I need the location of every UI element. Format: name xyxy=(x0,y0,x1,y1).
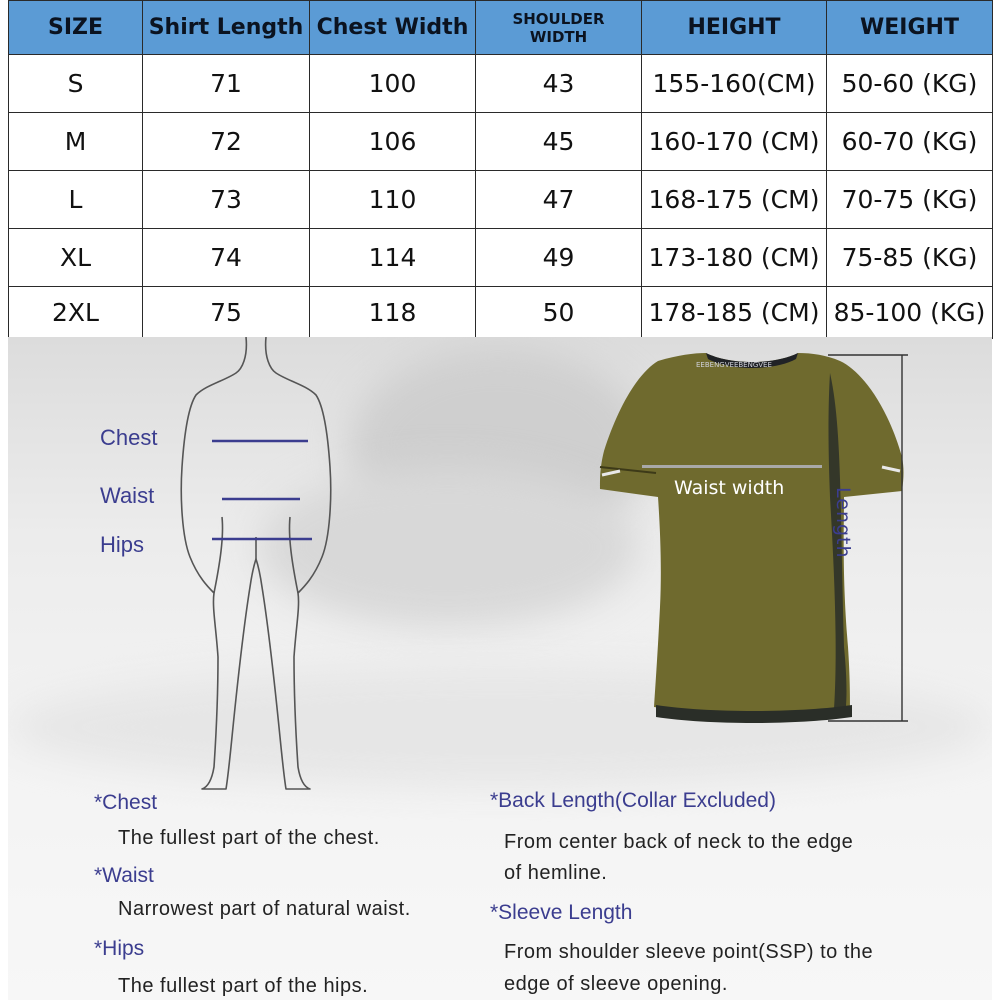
size-chart-table xyxy=(8,0,993,339)
header-size: SIZE xyxy=(9,1,143,55)
cell-size: L xyxy=(9,171,143,229)
cell-height: 155-160(CM) xyxy=(642,55,827,113)
sleeve-length-text-line2: edge of sleeve opening. xyxy=(504,973,728,995)
cell-shirt-length: 73 xyxy=(143,171,310,229)
hips-definition-title: *Hips xyxy=(94,937,145,960)
cell-chest-width: 100 xyxy=(310,55,476,113)
cell-shirt-length: 75 xyxy=(143,287,310,339)
waist-width-line xyxy=(642,465,822,468)
cell-shoulder-width: 47 xyxy=(476,171,642,229)
waist-width-label: Waist width xyxy=(674,477,785,499)
cell-weight: 85-100 (KG) xyxy=(827,287,993,339)
cell-shoulder-width: 49 xyxy=(476,229,642,287)
cell-shoulder-width: 43 xyxy=(476,55,642,113)
chest-definition-text: The fullest part of the chest. xyxy=(118,827,380,849)
cell-weight: 50-60 (KG) xyxy=(827,55,993,113)
chest-definition-title: *Chest xyxy=(94,791,158,814)
waist-label: Waist xyxy=(100,483,155,508)
measurement-guide xyxy=(8,337,992,1000)
header-weight: WEIGHT xyxy=(827,1,993,55)
header-height: HEIGHT xyxy=(642,1,827,55)
body-measure-lines xyxy=(208,435,328,545)
back-length-text-line2: of hemline. xyxy=(504,862,608,884)
back-length-text-line1: From center back of neck to the edge xyxy=(504,831,854,853)
header-shoulder-width: SHOULDER WIDTH xyxy=(476,1,642,55)
cell-chest-width: 118 xyxy=(310,287,476,339)
waist-definition-text: Narrowest part of natural waist. xyxy=(118,898,411,920)
cell-shoulder-width: 45 xyxy=(476,113,642,171)
table-row xyxy=(9,287,993,339)
cell-shirt-length: 72 xyxy=(143,113,310,171)
cell-weight: 70-75 (KG) xyxy=(827,171,993,229)
cell-chest-width: 114 xyxy=(310,229,476,287)
cell-height: 178-185 (CM) xyxy=(642,287,827,339)
cell-size: 2XL xyxy=(9,287,143,339)
table-header-row xyxy=(9,1,993,55)
back-length-title: *Back Length(Collar Excluded) xyxy=(490,789,776,812)
cell-weight: 60-70 (KG) xyxy=(827,113,993,171)
sleeve-length-title: *Sleeve Length xyxy=(490,901,633,924)
cell-size: XL xyxy=(9,229,143,287)
sleeve-length-text-line1: From shoulder sleeve point(SSP) to the xyxy=(504,941,874,963)
waist-definition-title: *Waist xyxy=(94,864,154,887)
table-row xyxy=(9,113,993,171)
cell-shirt-length: 71 xyxy=(143,55,310,113)
cell-size: S xyxy=(9,55,143,113)
header-chest-width: Chest Width xyxy=(310,1,476,55)
hips-label: Hips xyxy=(100,532,145,557)
hips-definition-text: The fullest part of the hips. xyxy=(118,975,369,997)
body-silhouette xyxy=(168,337,388,797)
cell-weight: 75-85 (KG) xyxy=(827,229,993,287)
length-label: Length xyxy=(832,487,854,559)
cell-chest-width: 106 xyxy=(310,113,476,171)
cell-height: 168-175 (CM) xyxy=(642,171,827,229)
table-row xyxy=(9,55,993,113)
cell-height: 173-180 (CM) xyxy=(642,229,827,287)
cell-height: 160-170 (CM) xyxy=(642,113,827,171)
cell-chest-width: 110 xyxy=(310,171,476,229)
collar-print: EEBENGVEEBENGVEE xyxy=(696,361,772,369)
cell-shoulder-width: 50 xyxy=(476,287,642,339)
chest-label: Chest xyxy=(100,425,158,450)
cell-size: M xyxy=(9,113,143,171)
table-row xyxy=(9,171,993,229)
header-shirt-length: Shirt Length xyxy=(143,1,310,55)
table-row xyxy=(9,229,993,287)
cell-shirt-length: 74 xyxy=(143,229,310,287)
